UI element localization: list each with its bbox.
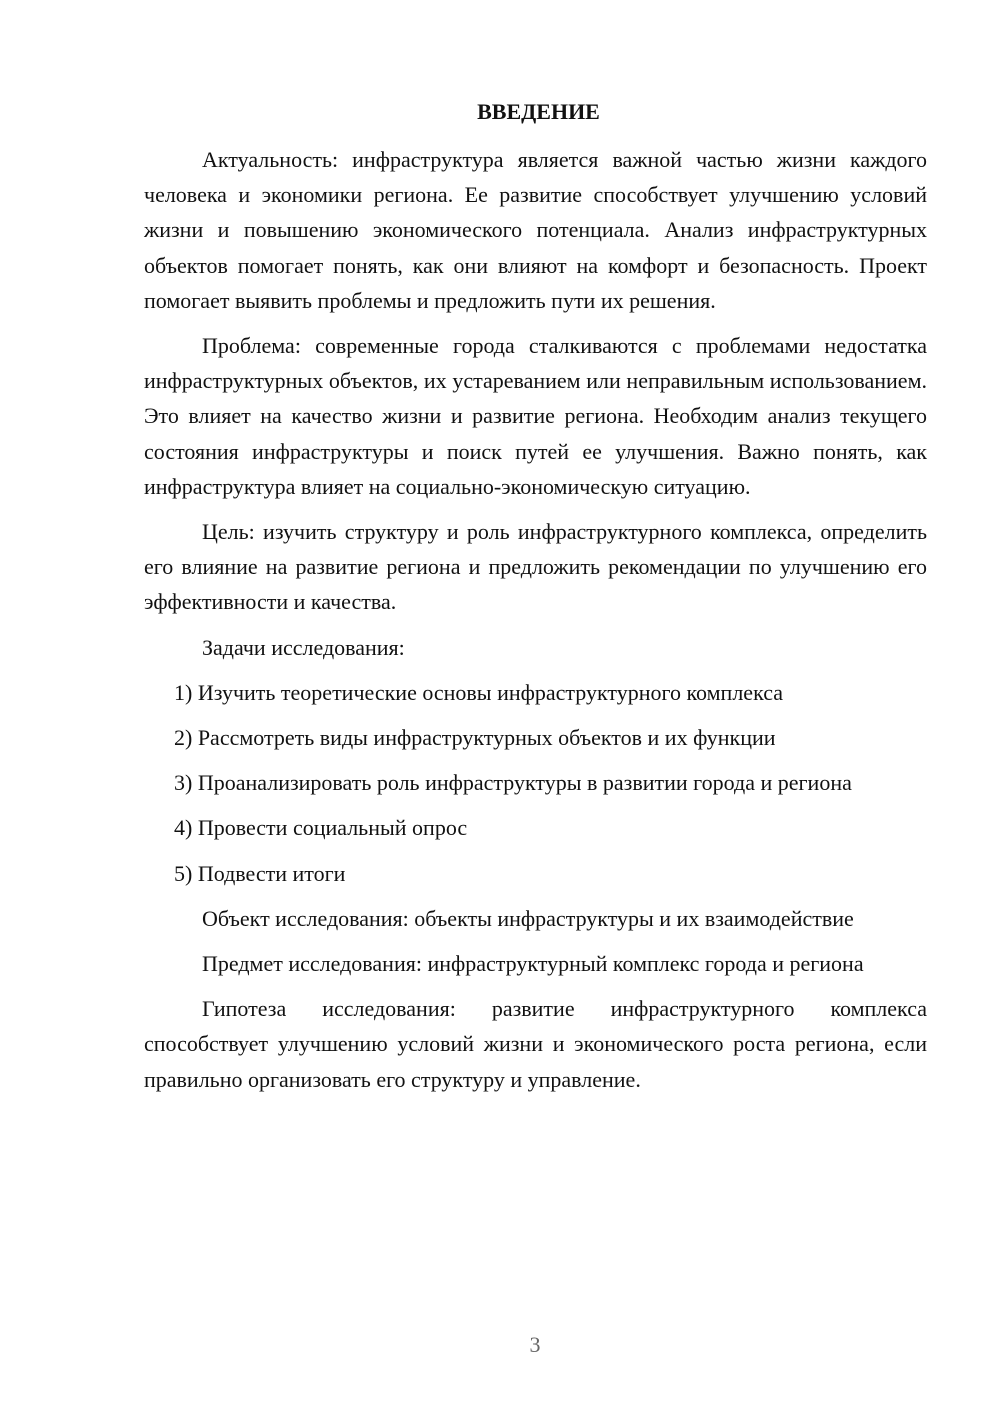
document-page: [144, 94, 927, 1107]
list-item: 1) Изучить теоретические основы инфраструктурного комплекса: [174, 679, 784, 705]
paragraph-relevance: Актуальность: инфраструктура является важной частью жизни каждого человека и экономики региона. Ее развитие способствует улучшению условий жизни и повышению экономического потенциала. Анализ инфраструктурных объектов помогает понять, как они влияют на комфорт и безопасность. Проект помогает выявить проблемы и предложить пути их решения.: [144, 147, 927, 313]
paragraph-object: Объект исследования: объекты инфраструктуры и их взаимодействие: [202, 905, 854, 931]
page-title: ВВЕДЕНИЕ: [477, 99, 600, 124]
page-number: 3: [529, 1332, 541, 1357]
paragraph-goal: Цель: изучить структуру и роль инфраструктурного комплекса, определить его влияние на развитие региона и предложить рекомендации по улучшению его эффективности и качества.: [144, 519, 927, 615]
list-item: 3) Проанализировать роль инфраструктуры в развитии города и региона: [174, 770, 852, 796]
tasks-list: [144, 675, 927, 891]
paragraph-subject: Предмет исследования: инфраструктурный комплекс города и региона: [202, 951, 864, 977]
paragraph-hypothesis: Гипотеза исследования: развитие инфраструктурного комплекса способствует улучшению условий жизни и экономического роста региона, если правильно организовать его структуру и управление.: [144, 996, 927, 1092]
list-item: 2) Рассмотреть виды инфраструктурных объектов и их функции: [174, 725, 776, 751]
list-item: 5) Подвести итоги: [174, 860, 346, 886]
list-item: 4) Провести социальный опрос: [174, 815, 468, 841]
tasks-heading: Задачи исследования:: [202, 634, 405, 660]
paragraph-problem: Проблема: современные города сталкиваются с проблемами недостатка инфраструктурных объектов, их устареванием или неправильным использованием. Это влияет на качество жизни и развитие региона. Необходим анализ текущего состояния инфраструктуры и поиск путей ее улучшения. Важно понять, как инфраструктура влияет на социально-экономическую ситуацию.: [144, 333, 927, 499]
